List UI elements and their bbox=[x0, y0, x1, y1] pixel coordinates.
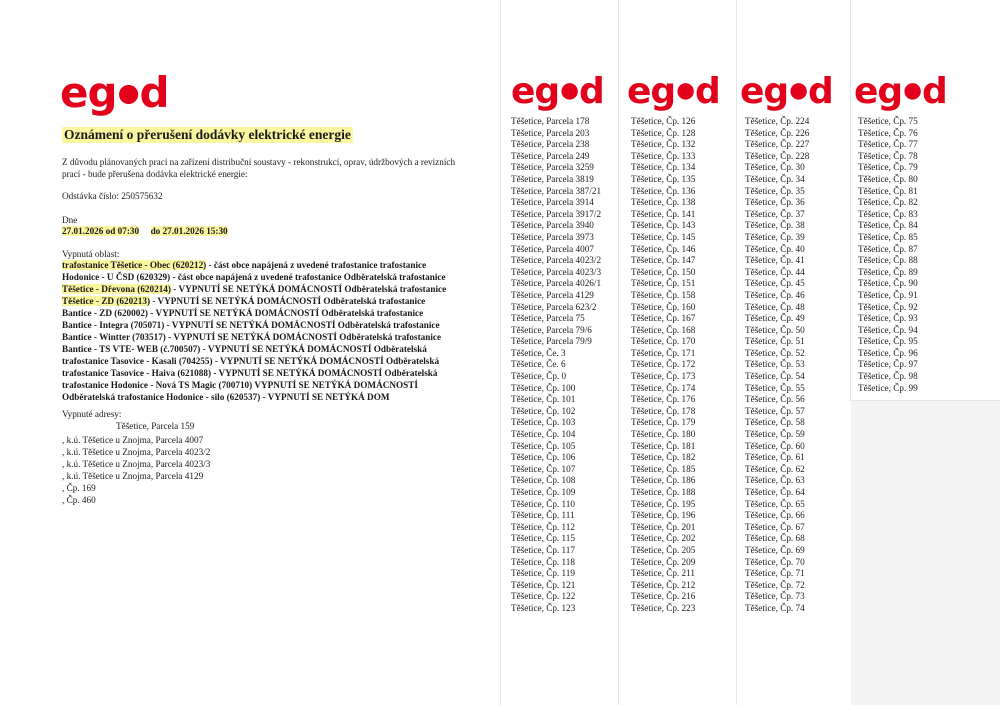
transformer-station-highlight: Těšetice - Dřevona (620214) bbox=[62, 284, 171, 294]
address-item: , Čp. 169 bbox=[62, 483, 96, 493]
address-item: Těšetice, Čp. 81 bbox=[858, 185, 918, 196]
address-item: Těšetice, Čp. 178 bbox=[631, 405, 696, 416]
address-item: Těšetice, Čp. 134 bbox=[631, 162, 696, 173]
address-column-2 bbox=[631, 116, 695, 615]
address-item: Těšetice, Čp. 168 bbox=[631, 324, 696, 335]
address-item: Těšetice, Čp. 76 bbox=[858, 127, 918, 138]
address-item: Těšetice, Čp. 186 bbox=[631, 475, 696, 486]
area-line bbox=[62, 259, 482, 271]
address-item: Těšetice, Čp. 48 bbox=[745, 301, 805, 312]
address-item: Těšetice, Čp. 102 bbox=[511, 405, 576, 416]
address-item: Těšetice, Čp. 46 bbox=[745, 289, 805, 300]
address-item: Těšetice, Parcela 3914 bbox=[511, 197, 594, 208]
address-item: Těšetice, Čp. 64 bbox=[745, 487, 805, 497]
address-item: , k.ú. Těšetice u Znojma, Parcela 4129 bbox=[62, 471, 204, 481]
address-item: Těšetice, Parcela 3259 bbox=[511, 162, 594, 173]
address-item: Těšetice, Čp. 63 bbox=[745, 475, 805, 486]
address-item: Těšetice, Parcela 4129 bbox=[511, 289, 594, 300]
address-item: Těšetice, Čp. 106 bbox=[511, 452, 576, 463]
address-item: Těšetice, Čp. 83 bbox=[858, 208, 918, 219]
address-item: Těšetice, Čp. 100 bbox=[511, 382, 576, 393]
area-line bbox=[62, 367, 482, 379]
address-item: Těšetice, Čp. 67 bbox=[745, 521, 805, 532]
address-item: Těšetice, Čp. 185 bbox=[631, 463, 696, 474]
address-item: Těšetice, Parcela 238 bbox=[511, 139, 590, 150]
address-item: , k.ú. Těšetice u Znojma, Parcela 4023/3 bbox=[62, 459, 211, 469]
address-item: Těšetice, Čp. 55 bbox=[745, 382, 805, 393]
address-item: Těšetice, Čp. 109 bbox=[511, 487, 576, 497]
address-item: Těšetice, Čp. 128 bbox=[631, 127, 696, 138]
address-item: Těšetice, Čp. 91 bbox=[858, 289, 918, 300]
address-item: Těšetice, Čp. 41 bbox=[745, 255, 805, 266]
address-item: Těšetice, Čp. 49 bbox=[745, 313, 805, 324]
address-item: Těšetice, Čp. 101 bbox=[511, 394, 576, 405]
address-item: Těšetice, Čp. 38 bbox=[745, 220, 805, 231]
date-range bbox=[62, 225, 228, 237]
address-item: , k.ú. Těšetice u Znojma, Parcela 4023/2 bbox=[62, 447, 211, 457]
area-line bbox=[62, 343, 482, 355]
address-item: Těšetice, Čp. 35 bbox=[745, 185, 805, 196]
address-item: Těšetice, Čp. 79 bbox=[858, 162, 918, 173]
address-item: Těšetice, Parcela 4023/3 bbox=[511, 266, 602, 277]
address-item: Těšetice, Čp. 150 bbox=[631, 266, 696, 277]
address-item: Těšetice, Čp. 167 bbox=[631, 313, 696, 324]
address-column-1 bbox=[511, 116, 601, 615]
address-item: Těšetice, Čp. 74 bbox=[745, 602, 805, 613]
address-item: Těšetice, Čp. 122 bbox=[511, 591, 576, 602]
address-item: Těšetice, Čp. 75 bbox=[858, 116, 918, 126]
address-item: Těšetice, Čp. 121 bbox=[511, 579, 576, 590]
address-item: Těšetice, Čp. 182 bbox=[631, 452, 696, 463]
address-item: Těšetice, Čp. 56 bbox=[745, 394, 805, 405]
address-item: Těšetice, Čp. 176 bbox=[631, 394, 696, 405]
address-item: Těšetice, Čp. 179 bbox=[631, 417, 696, 428]
address-item: Těšetice, Čp. 58 bbox=[745, 417, 805, 428]
address-item: Těšetice, Čp. 138 bbox=[631, 197, 696, 208]
first-address: Těšetice, Parcela 159 bbox=[116, 421, 195, 431]
address-item: Těšetice, Če. 3 bbox=[511, 347, 566, 358]
address-item: Těšetice, Čp. 77 bbox=[858, 139, 918, 150]
address-item: Těšetice, Čp. 228 bbox=[745, 150, 810, 161]
address-item: Těšetice, Čp. 135 bbox=[631, 173, 696, 184]
address-item: Těšetice, Če. 6 bbox=[511, 359, 566, 370]
address-item: Těšetice, Čp. 80 bbox=[858, 173, 918, 184]
address-item: Těšetice, Čp. 50 bbox=[745, 324, 805, 335]
address-item: Těšetice, Čp. 85 bbox=[858, 231, 918, 242]
address-item: Těšetice, Parcela 3819 bbox=[511, 173, 594, 184]
address-item: Těšetice, Čp. 212 bbox=[631, 579, 696, 590]
address-item: Těšetice, Čp. 224 bbox=[745, 116, 810, 126]
address-item: Těšetice, Parcela 178 bbox=[511, 116, 590, 126]
address-item: Těšetice, Čp. 44 bbox=[745, 266, 805, 277]
address-item: Těšetice, Čp. 103 bbox=[511, 417, 576, 428]
area-line-text: Odběratelská trafostanice Hodonice - silo (620537) - VYPNUTÍ SE NETÝKÁ DOM bbox=[62, 392, 390, 402]
address-item: Těšetice, Čp. 104 bbox=[511, 429, 576, 440]
address-item: Těšetice, Čp. 195 bbox=[631, 498, 696, 509]
address-item: Těšetice, Čp. 88 bbox=[858, 255, 918, 266]
address-column-3 bbox=[745, 116, 809, 615]
area-line-text: Bantice - Integra (705071) - VYPNUTÍ SE NETÝKÁ DOMÁCNOSTÍ Odběratelská trafostanice bbox=[62, 320, 440, 330]
address-item: Těšetice, Parcela 4026/1 bbox=[511, 278, 602, 289]
address-item: Těšetice, Čp. 132 bbox=[631, 139, 696, 150]
egd-logo: eg●d bbox=[511, 71, 604, 112]
address-item: Těšetice, Čp. 54 bbox=[745, 371, 805, 382]
address-item: Těšetice, Čp. 133 bbox=[631, 150, 696, 161]
area-line bbox=[62, 319, 482, 331]
address-item: Těšetice, Čp. 52 bbox=[745, 347, 805, 358]
address-item: Těšetice, Čp. 97 bbox=[858, 359, 918, 370]
address-item: Těšetice, Čp. 57 bbox=[745, 405, 805, 416]
notice-intro: Z důvodu plánovaných prací na zařízení distribuční soustavy - rekonstrukcí, oprav, údržbových a revizních prací - bude přerušena dodávka elektrické energie: bbox=[62, 157, 456, 179]
address-item: Těšetice, Čp. 98 bbox=[858, 371, 918, 382]
address-item: Těšetice, Čp. 188 bbox=[631, 487, 696, 497]
address-item: Těšetice, Čp. 141 bbox=[631, 208, 696, 219]
address-item: Těšetice, Parcela 75 bbox=[511, 313, 585, 324]
address-item: Těšetice, Čp. 51 bbox=[745, 336, 805, 347]
address-item: Těšetice, Čp. 68 bbox=[745, 533, 805, 544]
address-item: Těšetice, Čp. 126 bbox=[631, 116, 696, 126]
address-item: Těšetice, Parcela 249 bbox=[511, 150, 590, 161]
address-item: Těšetice, Čp. 227 bbox=[745, 139, 810, 150]
egd-logo: eg●d bbox=[627, 71, 720, 112]
address-item: Těšetice, Čp. 70 bbox=[745, 556, 805, 567]
address-item: , k.ú. Těšetice u Znojma, Parcela 4007 bbox=[62, 435, 204, 445]
date-to: do 27.01.2026 15:30 bbox=[150, 226, 228, 236]
address-item: Těšetice, Čp. 53 bbox=[745, 359, 805, 370]
address-item: Těšetice, Čp. 160 bbox=[631, 301, 696, 312]
area-line-text: - VYPNUTÍ SE NETÝKÁ DOMÁCNOSTÍ Odběratelská trafostanice bbox=[170, 284, 447, 294]
address-item: Těšetice, Parcela 4023/2 bbox=[511, 255, 602, 266]
address-item: Těšetice, Čp. 171 bbox=[631, 347, 696, 358]
address-item: Těšetice, Parcela 387/21 bbox=[511, 185, 602, 196]
area-line bbox=[62, 307, 482, 319]
address-item: Těšetice, Čp. 136 bbox=[631, 185, 696, 196]
address-item: Těšetice, Parcela 203 bbox=[511, 127, 590, 138]
address-item: Těšetice, Čp. 158 bbox=[631, 289, 696, 300]
area-line-text: Bantice - TS VTE- WEB (č.700507) - VYPNUTÍ SE NETÝKÁ DOMÁCNOSTÍ Odběratelská bbox=[62, 344, 427, 354]
address-item: Těšetice, Čp. 92 bbox=[858, 301, 918, 312]
address-item: Těšetice, Čp. 196 bbox=[631, 510, 696, 521]
egd-logo: eg●d bbox=[60, 68, 169, 117]
transformer-station-highlight: trafostanice Těšetice - Obec (620212) bbox=[62, 260, 207, 270]
area-line-text: Bantice - Wintter (703517) - VYPNUTÍ SE NETÝKÁ DOMÁCNOSTÍ Odběratelská trafostanice bbox=[62, 332, 442, 342]
address-item: Těšetice, Čp. 118 bbox=[511, 556, 575, 567]
address-item: Těšetice, Čp. 180 bbox=[631, 429, 696, 440]
area-line-text: Hodonice - U ČSD (620329) - část obce napájená z uvedené trafostanice Odběratelská trafostanice bbox=[62, 272, 446, 282]
address-item: Těšetice, Čp. 82 bbox=[858, 197, 918, 208]
address-item: Těšetice, Čp. 37 bbox=[745, 208, 805, 219]
address-item: Těšetice, Čp. 170 bbox=[631, 336, 696, 347]
address-item: Těšetice, Čp. 62 bbox=[745, 463, 805, 474]
area-line-text: trafostanice Tasovice - Kasali (704255) - VYPNUTÍ SE NETÝKÁ DOMÁCNOSTÍ Odběratelská bbox=[62, 356, 440, 366]
address-item: Těšetice, Čp. 69 bbox=[745, 544, 805, 555]
address-list bbox=[62, 434, 210, 506]
address-item: Těšetice, Čp. 61 bbox=[745, 452, 805, 463]
address-item: Těšetice, Čp. 174 bbox=[631, 382, 696, 393]
address-item: Těšetice, Čp. 65 bbox=[745, 498, 805, 509]
notice-title: Oznámení o přerušení dodávky elektrické energie bbox=[64, 127, 351, 142]
area-line-text: trafostanice Tasovice - Haiva (621088) - VYPNUTÍ SE NETÝKÁ DOMÁCNOSTÍ Odběratelská bbox=[62, 368, 438, 378]
address-item: Těšetice, Čp. 173 bbox=[631, 371, 696, 382]
address-item: Těšetice, Parcela 623/2 bbox=[511, 301, 597, 312]
area-line bbox=[62, 391, 482, 403]
address-item: Těšetice, Čp. 209 bbox=[631, 556, 696, 567]
address-item: Těšetice, Parcela 4007 bbox=[511, 243, 594, 254]
address-item: Těšetice, Čp. 45 bbox=[745, 278, 805, 289]
address-item: Těšetice, Čp. 211 bbox=[631, 568, 695, 579]
address-item: Těšetice, Čp. 119 bbox=[511, 568, 575, 579]
address-item: Těšetice, Čp. 93 bbox=[858, 313, 918, 324]
address-item: Těšetice, Čp. 84 bbox=[858, 220, 918, 231]
address-item: Těšetice, Čp. 112 bbox=[511, 521, 575, 532]
area-label: Vypnutá oblast: bbox=[62, 249, 120, 259]
address-item: Těšetice, Čp. 202 bbox=[631, 533, 696, 544]
address-column-4 bbox=[858, 116, 918, 394]
egd-logo: eg●d bbox=[740, 71, 833, 112]
address-item: Těšetice, Čp. 72 bbox=[745, 579, 805, 590]
address-item: Těšetice, Čp. 226 bbox=[745, 127, 810, 138]
address-item: Těšetice, Čp. 223 bbox=[631, 602, 696, 613]
address-item: Těšetice, Čp. 147 bbox=[631, 255, 696, 266]
outage-number: Odstávka číslo: 250575632 bbox=[62, 191, 163, 201]
address-item: Těšetice, Parcela 79/9 bbox=[511, 336, 592, 347]
area-line-text: - VYPNUTÍ SE NETÝKÁ DOMÁCNOSTÍ Odběratelská trafostanice bbox=[150, 296, 426, 306]
date-label: Dne bbox=[62, 215, 78, 225]
address-item: Těšetice, Čp. 66 bbox=[745, 510, 805, 521]
address-item: Těšetice, Čp. 78 bbox=[858, 150, 918, 161]
address-item: Těšetice, Parcela 79/6 bbox=[511, 324, 592, 335]
address-item: Těšetice, Čp. 71 bbox=[745, 568, 805, 579]
area-line bbox=[62, 283, 482, 295]
address-item: Těšetice, Čp. 108 bbox=[511, 475, 576, 486]
address-item: Těšetice, Parcela 3940 bbox=[511, 220, 594, 231]
address-item: Těšetice, Čp. 39 bbox=[745, 231, 805, 242]
address-item: Těšetice, Čp. 145 bbox=[631, 231, 696, 242]
area-line bbox=[62, 295, 482, 307]
egd-logo: eg●d bbox=[854, 71, 947, 112]
address-item: Těšetice, Čp. 111 bbox=[511, 510, 575, 521]
area-line-text: Bantice - ZD (620002) - VYPNUTÍ SE NETÝKÁ DOMÁCNOSTÍ Odběratelská trafostanice bbox=[62, 308, 424, 318]
address-item: Těšetice, Čp. 95 bbox=[858, 336, 918, 347]
area-line bbox=[62, 355, 482, 367]
area-line bbox=[62, 271, 482, 283]
area-line-text: - část obce napájená z uvedené trafostanice trafostanice bbox=[206, 260, 427, 270]
area-line bbox=[62, 331, 482, 343]
address-item: Těšetice, Čp. 0 bbox=[511, 371, 567, 382]
addresses-label: Vypnuté adresy: bbox=[62, 409, 122, 419]
address-item: Těšetice, Čp. 201 bbox=[631, 521, 696, 532]
address-item: Těšetice, Čp. 73 bbox=[745, 591, 805, 602]
address-item: Těšetice, Čp. 90 bbox=[858, 278, 918, 289]
address-item: Těšetice, Čp. 151 bbox=[631, 278, 696, 289]
address-item: Těšetice, Čp. 96 bbox=[858, 347, 918, 358]
address-item: Těšetice, Čp. 59 bbox=[745, 429, 805, 440]
address-item: Těšetice, Čp. 123 bbox=[511, 602, 576, 613]
address-item: , Čp. 460 bbox=[62, 495, 96, 505]
address-item: Těšetice, Čp. 34 bbox=[745, 173, 805, 184]
address-item: Těšetice, Čp. 146 bbox=[631, 243, 696, 254]
address-item: Těšetice, Čp. 110 bbox=[511, 498, 575, 509]
address-item: Těšetice, Čp. 89 bbox=[858, 266, 918, 277]
address-item: Těšetice, Čp. 172 bbox=[631, 359, 696, 370]
address-item: Těšetice, Čp. 107 bbox=[511, 463, 576, 474]
address-item: Těšetice, Čp. 30 bbox=[745, 162, 805, 173]
area-line-text: trafostanice Hodonice - Nová TS Magic (700710) VYPNUTÍ SE NETÝKÁ DOMÁCNOSTÍ bbox=[62, 380, 418, 390]
address-item: Těšetice, Čp. 99 bbox=[858, 382, 918, 393]
address-item: Těšetice, Čp. 115 bbox=[511, 533, 575, 544]
address-item: Těšetice, Čp. 105 bbox=[511, 440, 576, 451]
address-item: Těšetice, Parcela 3917/2 bbox=[511, 208, 602, 219]
address-item: Těšetice, Čp. 216 bbox=[631, 591, 696, 602]
address-item: Těšetice, Čp. 60 bbox=[745, 440, 805, 451]
transformer-station-highlight: Těšetice - ZD (620213) bbox=[62, 296, 151, 306]
affected-area-text bbox=[62, 259, 482, 403]
address-item: Těšetice, Čp. 36 bbox=[745, 197, 805, 208]
address-item: Těšetice, Čp. 87 bbox=[858, 243, 918, 254]
address-item: Těšetice, Čp. 205 bbox=[631, 544, 696, 555]
date-from: 27.01.2026 od 07:30 bbox=[62, 226, 140, 236]
address-item: Těšetice, Parcela 3973 bbox=[511, 231, 594, 242]
address-item: Těšetice, Čp. 181 bbox=[631, 440, 696, 451]
address-item: Těšetice, Čp. 143 bbox=[631, 220, 696, 231]
address-item: Těšetice, Čp. 94 bbox=[858, 324, 918, 335]
address-item: Těšetice, Čp. 40 bbox=[745, 243, 805, 254]
area-line bbox=[62, 379, 482, 391]
address-item: Těšetice, Čp. 117 bbox=[511, 544, 575, 555]
